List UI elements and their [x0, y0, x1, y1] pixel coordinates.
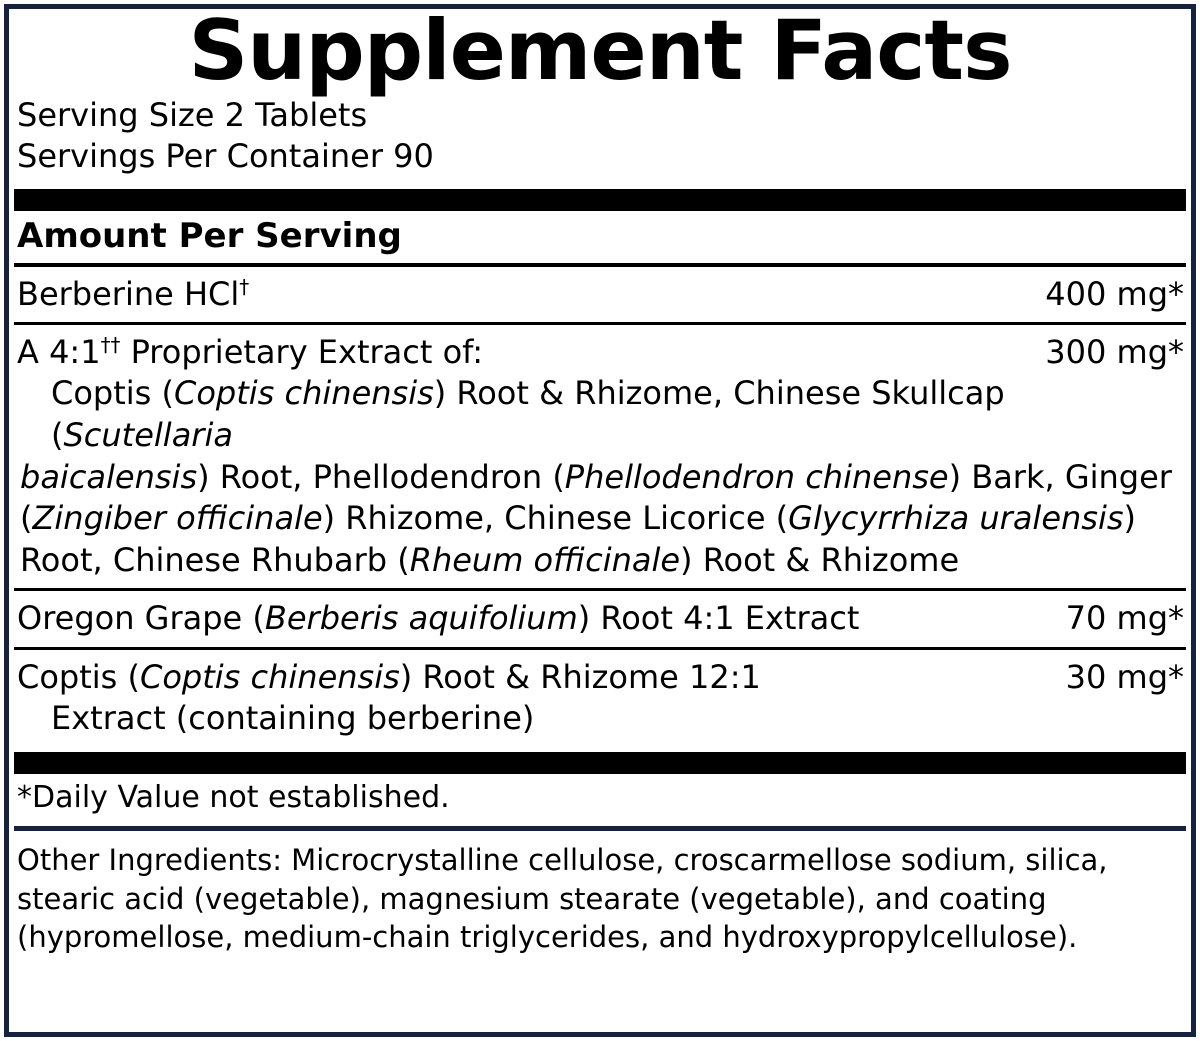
servings-per-container-line: Servings Per Container 90	[17, 136, 434, 175]
label-content	[14, 2, 1186, 957]
serving-size-line: Serving Size 2 Tablets	[17, 95, 368, 134]
nutrient-amount: 30 mg*	[1065, 657, 1184, 696]
other-ingredients-line: Other Ingredients: Microcrystalline cellulose, croscarmellose sodium, silica,	[17, 843, 1108, 878]
nutrient-name: Oregon Grape (Berberis aquifolium) Root 4:1 Extract	[17, 599, 860, 638]
ingredient-detail-line: baicalensis) Root, Phellodendron (Phellodendron chinense) Bark, Ginger	[20, 457, 1172, 496]
daily-value-note: *Daily Value not established.	[17, 780, 450, 816]
other-ingredients-line: stearic acid (vegetable), magnesium stearate (vegetable), and coating	[17, 881, 1047, 916]
page-title: Supplement Facts	[188, 2, 1012, 99]
nutrient-name: Berberine HCl†	[17, 274, 250, 313]
other-ingredients-line: (hypromellose, medium-chain triglycerides, and hydroxypropylcellulose).	[17, 920, 1078, 955]
ingredient-detail-line: (Zingiber officinale) Rhizome, Chinese Licorice (Glycyrrhiza uralensis)	[20, 499, 1136, 538]
heavy-rule-top	[14, 189, 1186, 211]
heavy-rule-bottom	[14, 752, 1186, 774]
ingredient-detail-line: Extract (containing berberine)	[51, 698, 535, 737]
table-row	[14, 591, 1186, 646]
other-ingredients	[14, 831, 1186, 957]
nutrient-name: Coptis (Coptis chinensis) Root & Rhizome 12:1	[17, 657, 761, 696]
table-row	[14, 267, 1186, 322]
amount-per-serving-header: Amount Per Serving	[17, 215, 402, 256]
nutrient-amount: 70 mg*	[1065, 599, 1184, 638]
dagger-marker: †	[239, 275, 250, 299]
double-dagger-marker: ††	[100, 333, 121, 357]
nutrient-amount: 400 mg*	[1045, 274, 1184, 313]
table-row	[14, 325, 1186, 588]
table-row	[14, 650, 1186, 747]
ingredient-detail-line: Coptis (Coptis chinensis) Root & Rhizome, Chinese Skullcap (Scutellaria	[51, 374, 1005, 454]
nutrient-amount: 300 mg*	[1045, 333, 1184, 372]
nutrient-name: A 4:1†† Proprietary Extract of:	[17, 333, 484, 372]
ingredient-detail-line: Root, Chinese Rhubarb (Rheum officinale) Root & Rhizome	[20, 540, 960, 579]
